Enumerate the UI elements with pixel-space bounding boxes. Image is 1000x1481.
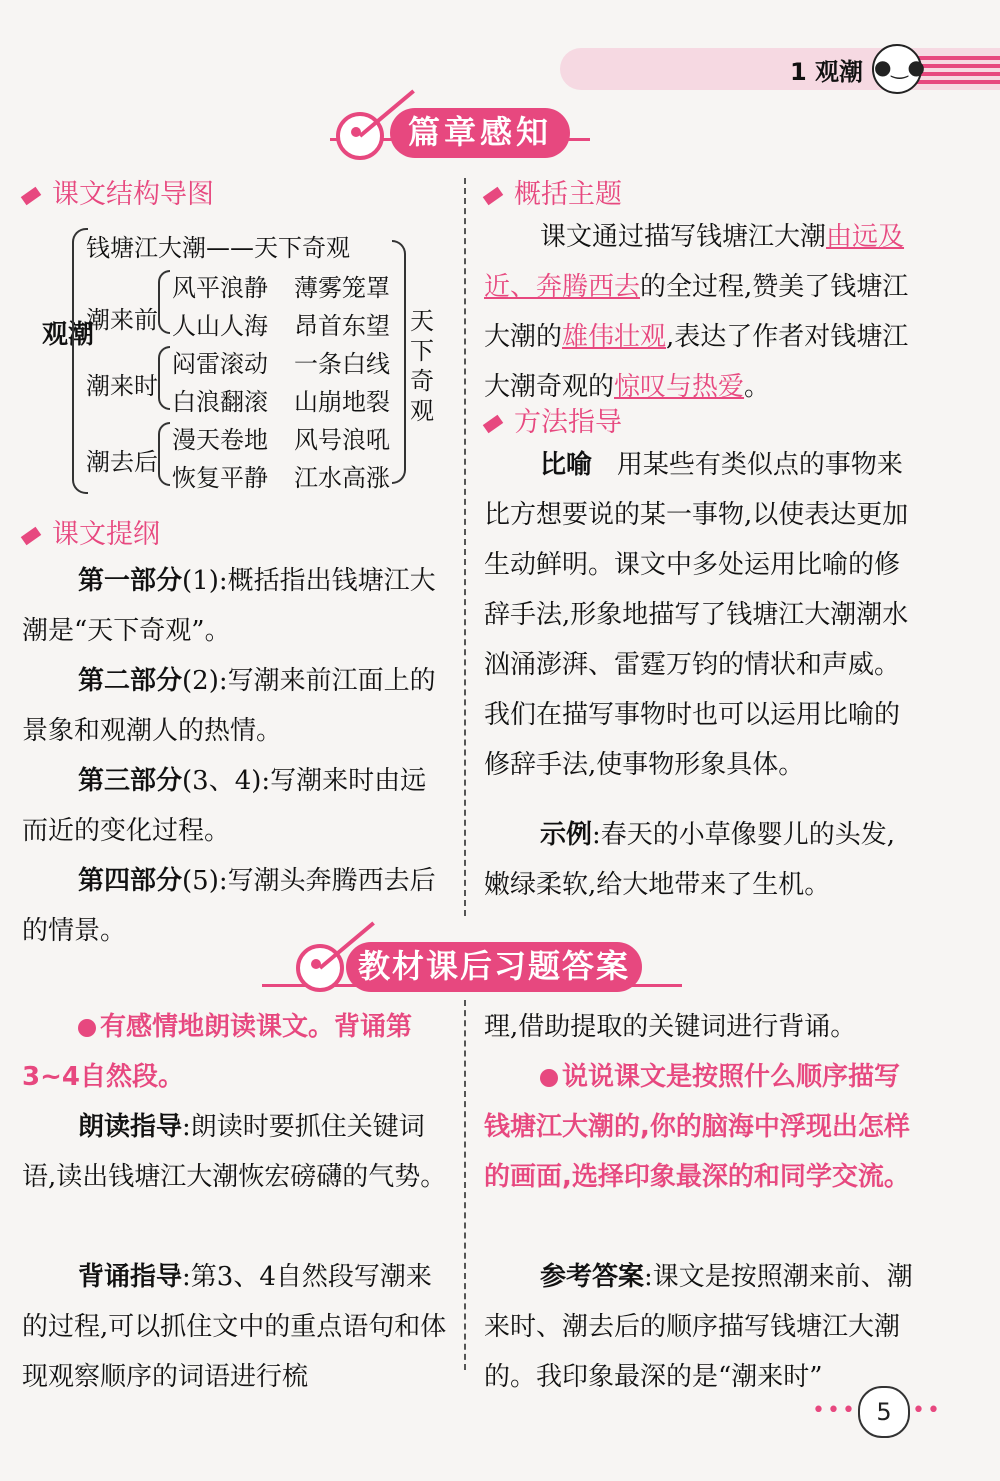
outline-part-3: 第三部分(3、4):写潮来时由远而近的变化过程。 — [22, 766, 427, 846]
pen-icon — [21, 526, 41, 545]
reference-answer: 参考答案:课文是按照潮来前、潮来时、潮去后的顺序描写钱塘江大潮的。我印象最深的是“潮来时” — [484, 1262, 913, 1392]
theme-heading: 概括主题 — [484, 172, 622, 211]
column-divider — [464, 1000, 466, 1370]
column-divider — [464, 178, 466, 916]
before-b2: 昂首东望 — [294, 312, 390, 340]
page-number: 5 — [858, 1386, 910, 1438]
diagram-before-label: 潮来前 — [86, 306, 158, 334]
method-example: 示例:春天的小草像婴儿的头发,嫩绿柔软,给大地带来了生机。 — [484, 820, 896, 900]
outline-part-4: 第四部分(5):写潮头奔腾西去后的情景。 — [22, 866, 436, 946]
method-text: 比喻 用某些有类似点的事物来比方想要说的某一事物,以使表达更加生动鲜明。课文中多处运用比喻的修辞手法,形象地描写了钱塘江大潮潮水汹涌澎湃、雷霆万钧的情状和声威。我们在描写事物时也可以运用比喻的修辞手法,使事物形象具体。 — [484, 450, 909, 780]
after-b1: 恢复平静 — [172, 464, 268, 492]
pen-icon — [483, 186, 503, 205]
during-a2: 一条白线 — [294, 350, 390, 378]
before-b1: 人山人海 — [172, 312, 268, 340]
after-brace — [158, 422, 170, 486]
before-brace — [158, 270, 170, 334]
mascot-icon: ●‿● — [872, 44, 922, 94]
diagram-title-line: 钱塘江大潮——天下奇观 — [86, 234, 350, 262]
bullet-icon — [540, 1069, 558, 1087]
during-b2: 山崩地裂 — [294, 388, 390, 416]
method-heading: 方法指导 — [484, 400, 622, 439]
after-a1: 漫天卷地 — [172, 426, 268, 454]
diagram-conclusion: 天下奇观 — [410, 307, 434, 425]
theme-text: 课文通过描写钱塘江大潮由远及近、奔腾西去的全过程,赞美了钱塘江大潮的雄伟壮观,表达了作者对钱塘江大潮奇观的惊叹与热爱。 — [484, 222, 909, 402]
decor-dots: ••• — [812, 1398, 857, 1423]
outline-heading: 课文提纲 — [22, 512, 160, 551]
diagram-after-label: 潮去后 — [86, 448, 158, 476]
read-guide: 朗读指导:朗读时要抓住关键词语,读出钱塘江大潮恢宏磅礴的气势。 — [22, 1112, 447, 1192]
diagram-root: 观潮 — [42, 320, 95, 350]
outline-part-2: 第二部分(2):写潮来前江面上的景象和观潮人的热情。 — [22, 666, 436, 746]
after-a2: 风号浪吼 — [294, 426, 390, 454]
during-a1: 闷雷滚动 — [172, 350, 268, 378]
after-b2: 江水高涨 — [294, 464, 390, 492]
section-title-perception: 篇章感知 — [390, 108, 570, 158]
recite-guide: 背诵指导:第3、4自然段写潮来的过程,可以抓住文中的重点语句和体现观察顺序的词语进行梳 — [22, 1262, 447, 1392]
pen-icon — [483, 414, 503, 433]
question-1: 有感情地朗读课文。背诵第3~4自然段。 — [22, 1012, 413, 1092]
decor-dots: •• — [912, 1398, 942, 1423]
structure-heading: 课文结构导图 — [22, 172, 214, 211]
bullet-icon — [78, 1019, 96, 1037]
conclusion-brace — [392, 240, 406, 484]
pen-icon — [21, 186, 41, 205]
outline-part-1: 第一部分(1):概括指出钱塘江大潮是“天下奇观”。 — [22, 566, 436, 646]
recite-guide-cont: 理,借助提取的关键词进行背诵。 — [484, 1012, 857, 1042]
section-title-answers: 教材课后习题答案 — [346, 942, 642, 992]
before-a1: 风平浪静 — [172, 274, 268, 302]
question-2: 说说课文是按照什么顺序描写钱塘江大潮的,你的脑海中浮现出怎样的画面,选择印象最深的和同学交流。 — [484, 1062, 910, 1192]
during-b1: 白浪翻滚 — [172, 388, 268, 416]
diagram-during-label: 潮来时 — [86, 372, 158, 400]
lesson-title: 1 观潮 — [790, 58, 864, 86]
before-a2: 薄雾笼罩 — [294, 274, 390, 302]
during-brace — [158, 346, 170, 410]
